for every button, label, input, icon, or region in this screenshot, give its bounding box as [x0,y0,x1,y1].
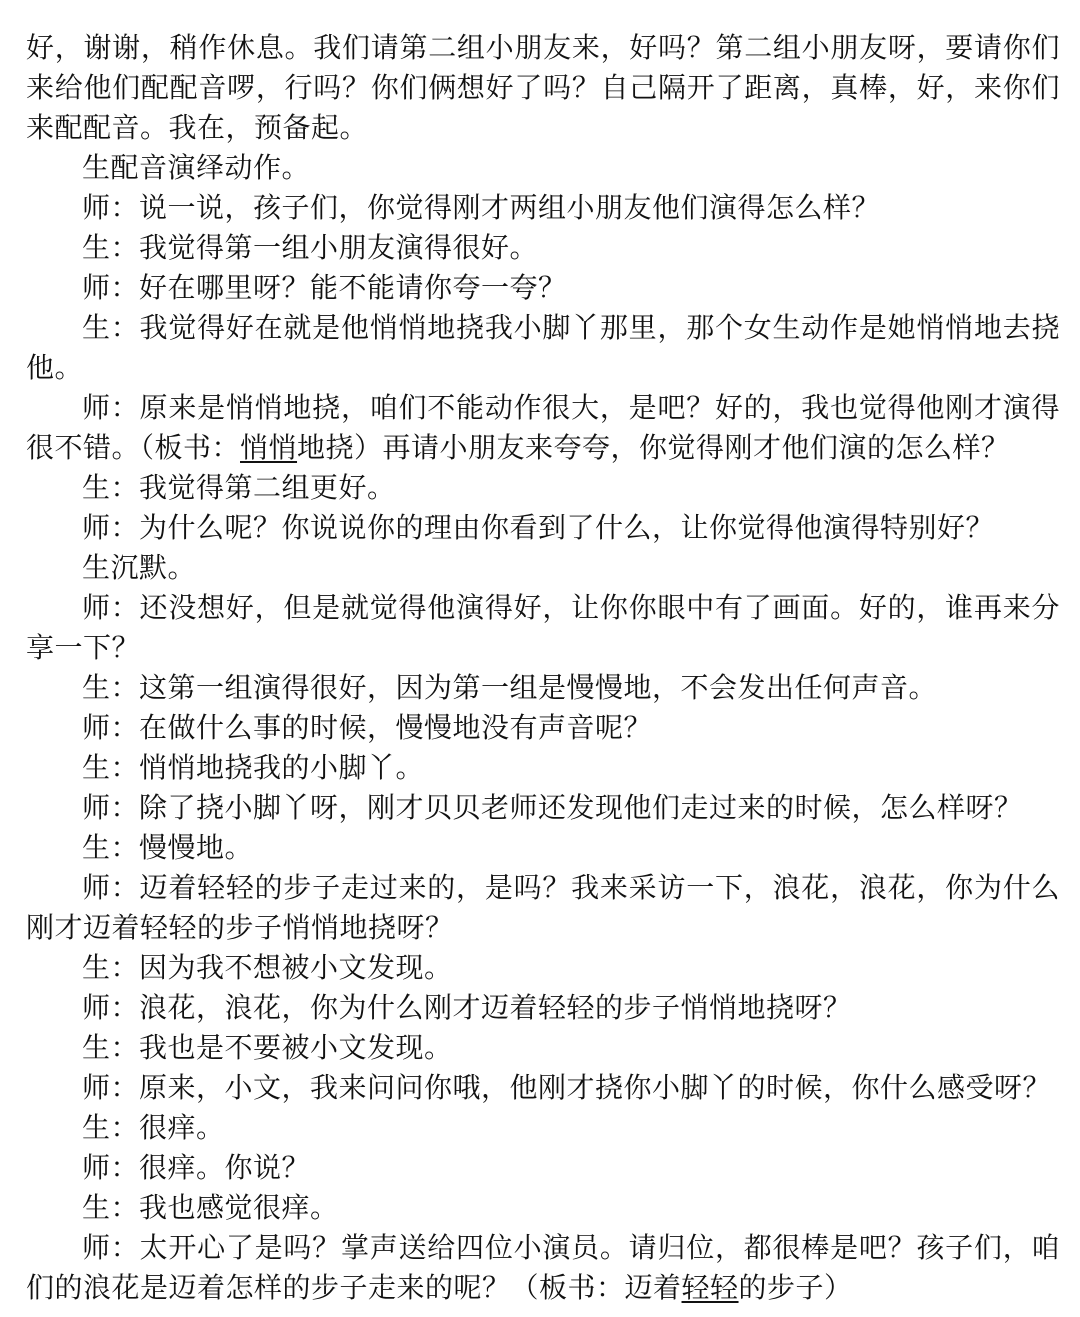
transcript-paragraph [26,948,1060,988]
paragraph-text: 生：悄悄地挠我的小脚丫。 [82,751,425,784]
paragraph-text: 师：说一说，孩子们，你觉得刚才两组小朋友他们演得怎么样？ [82,191,881,224]
transcript-paragraph [26,548,1060,588]
paragraph-text: 师：原来是悄悄地挠，咱们不能动作很大，是吧？好的，我也觉得他刚才演得很不错。（板书： [26,391,1060,464]
paragraph-text: 生：这第一组演得很好，因为第一组是慢慢地，不会发出任何声音。 [82,671,938,704]
transcript-paragraph [26,388,1060,468]
paragraph-text: 师：为什么呢？你说说你的理由你看到了什么，让你觉得他演得特别好？ [82,511,995,544]
transcript-paragraph [26,468,1060,508]
document-page [26,0,1060,1308]
transcript-paragraph [26,588,1060,668]
paragraph-text: 地挠）再请小朋友来夸夸，你觉得刚才他们演的怎么样？ [297,431,1010,464]
transcript-paragraph [26,788,1060,828]
paragraph-text: 师：浪花，浪花，你为什么刚才迈着轻轻的步子悄悄地挠呀？ [82,991,852,1024]
paragraph-text: 生：我觉得第二组更好。 [82,471,396,504]
paragraph-text: 生：慢慢地。 [82,831,254,864]
paragraph-text: 生：因为我不想被小文发现。 [82,951,453,984]
transcript-paragraph [26,668,1060,708]
paragraph-text: 师：迈着轻轻的步子走过来的，是吗？我来采访一下，浪花，浪花，你为什么刚才迈着轻轻的步子悄悄地挠呀？ [26,871,1060,944]
transcript-paragraph [26,308,1060,388]
paragraph-text: 师：原来，小文，我来问问你哦，他刚才挠你小脚丫的时候，你什么感受呀？ [82,1071,1052,1104]
paragraph-text: 师：好在哪里呀？能不能请你夸一夸？ [82,271,567,304]
underlined-text: 悄悄 [240,431,298,464]
transcript-paragraph [26,988,1060,1028]
paragraph-text: 师：在做什么事的时候，慢慢地没有声音呢？ [82,711,653,744]
transcript-paragraph [26,708,1060,748]
paragraph-text: 生：很痒。 [82,1111,225,1144]
transcript-paragraph [26,1188,1060,1228]
transcript-paragraph [26,868,1060,948]
paragraph-text: 生配音演绎动作。 [82,151,311,184]
transcript-paragraph [26,1148,1060,1188]
transcript-paragraph [26,748,1060,788]
paragraph-text: 师：还没想好，但是就觉得他演得好，让你你眼中有了画面。好的，谁再来分享一下？ [26,591,1060,664]
paragraph-text: 生沉默。 [82,551,197,584]
paragraph-text: 师：除了挠小脚丫呀，刚才贝贝老师还发现他们走过来的时候，怎么样呀？ [82,791,1023,824]
paragraph-text: 师：太开心了是吗？掌声送给四位小演员。请归位，都很棒是吧？孩子们，咱们的浪花是迈着怎样的步子走来的呢？（板书：迈着 [26,1231,1060,1304]
transcript-paragraph [26,28,1060,148]
paragraph-text: 生：我也感觉很痒。 [82,1191,339,1224]
transcript-paragraph [26,228,1060,268]
paragraph-text: 生：我也是不要被小文发现。 [82,1031,453,1064]
transcript-paragraph [26,1228,1060,1308]
transcript-paragraph [26,148,1060,188]
paragraph-text: 师：很痒。你说？ [82,1151,311,1184]
paragraph-text: 生：我觉得好在就是他悄悄地挠我小脚丫那里，那个女生动作是她悄悄地去挠他。 [26,311,1060,384]
transcript-paragraph [26,828,1060,868]
paragraph-text: 好，谢谢，稍作休息。我们请第二组小朋友来，好吗？第二组小朋友呀，要请你们来给他们配配音啰，行吗？你们俩想好了吗？自己隔开了距离，真棒，好，来你们来配配音。我在，预备起。 [26,31,1060,144]
paragraph-text: 生：我觉得第一组小朋友演得很好。 [82,231,539,264]
transcript-paragraph [26,508,1060,548]
underlined-text: 轻轻 [681,1271,739,1304]
transcript-paragraph [26,1068,1060,1108]
transcript-paragraph [26,188,1060,228]
transcript-paragraph [26,268,1060,308]
paragraph-text: 的步子） [738,1271,853,1304]
transcript-paragraph [26,1108,1060,1148]
transcript-paragraph [26,1028,1060,1068]
